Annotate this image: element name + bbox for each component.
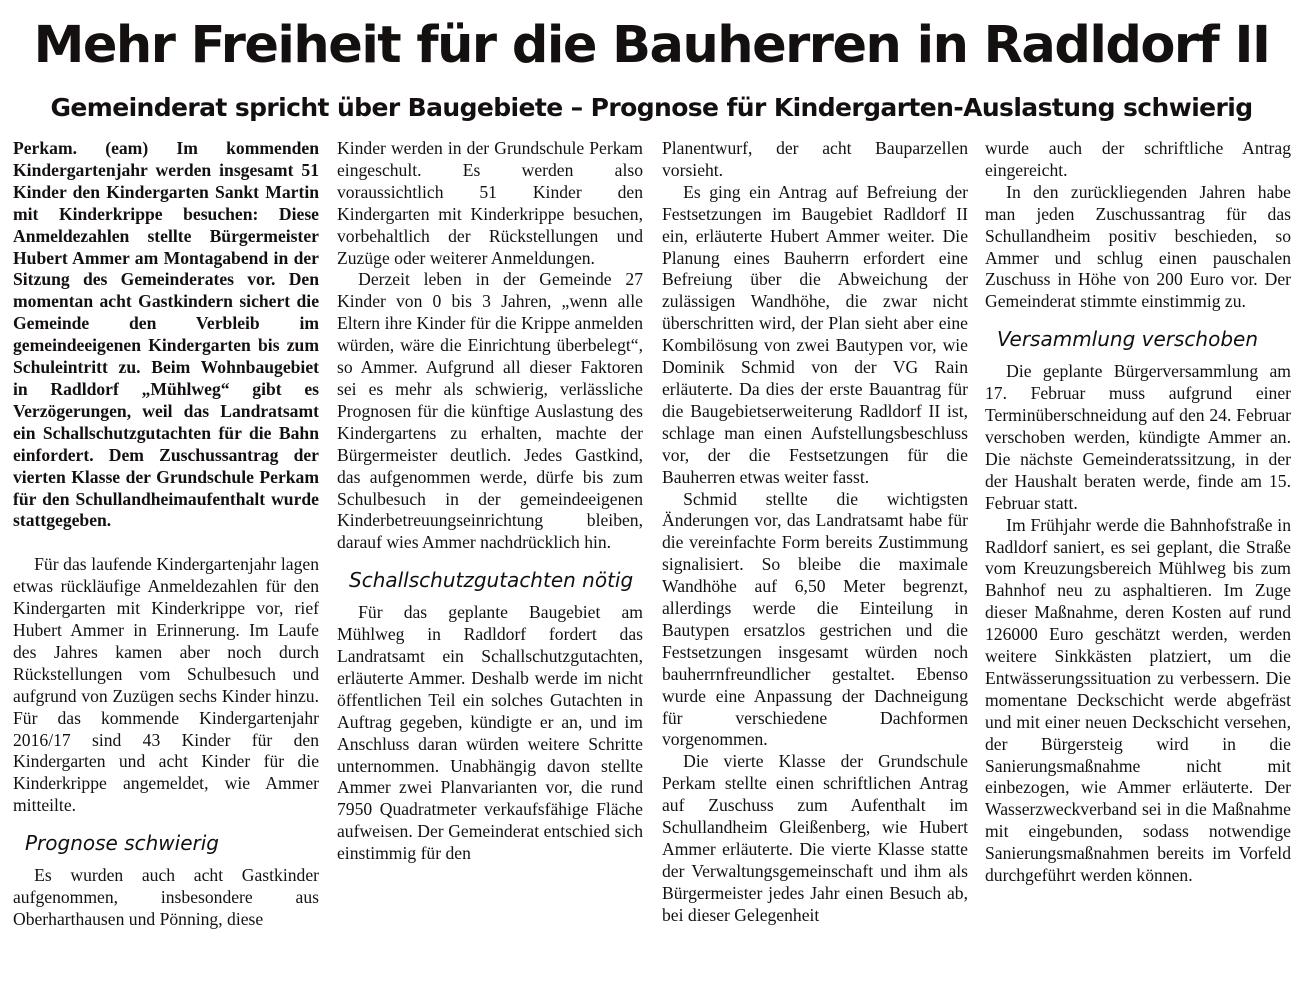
paragraph: wurde auch der schriftliche Antrag eingereicht. bbox=[985, 138, 1291, 180]
text-column-2 bbox=[337, 138, 643, 865]
paragraph: Im Frühjahr werde die Bahnhofstraße in Radldorf saniert, es sei geplant, die Straße vom Kreuzungsbereich Mühlweg bis zum Bahnhof neu zu asphaltieren. Im Zuge dieser Maßnahme, deren Kosten auf rund 126000 Euro geschätzt werden, werden weitere Sinkkästen platziert, um die Entwässerungssituation zu verbessern. Die momentane Deckschicht werde abgefräst und mit einer neuen Deckschicht versehen, der Bürgersteig wird in die Sanierungsmaßnahme nicht mit einbezogen, wie Ammer erläuterte. Der Wasserzweckverband sei in die Maßnahme mit eingebunden, sodass notwendige Sanierungsmaßnahmen bereits im Vorfeld durchgeführt werden können. bbox=[985, 514, 1291, 886]
paragraph: Schmid stellte die wichtigsten Änderungen vor, das Landratsamt habe für die vereinfachte Form bereits Zustimmung signalisiert. So bleibe die maximale Wandhöhe auf 6,50 Meter begrenzt, allerdings werde die Einteilung in Bautypen ersatzlos gestrichen und die Festsetzungen insgesamt würden noch bauherrnfreundlicher gestaltet. Ebenso wurde eine Anpassung der Dachneigung für verschiedene Dachformen vorgenommen. bbox=[662, 488, 968, 750]
lead-paragraph: Perkam. (eam) Im kommenden Kindergartenjahr werden insgesamt 51 Kinder den Kindergarten Sankt Martin mit Kinderkrippe besuchen: Diese Anmeldezahlen stellte Bürgermeister Hubert Ammer am Montagabend in der Sitzung des Gemeinderates vor. Den momentan acht Gastkindern sichert die Gemeinde den Verbleib im gemeindeeigenen Kindergarten bis zum Schuleintritt zu. Beim Wohnbaugebiet in Radldorf „Mühlweg“ gibt es Verzögerungen, weil das Landratsamt ein Schallschutzgutachten für die Bahn einfordert. Dem Zuschussantrag der vierten Klasse der Grundschule Perkam für den Schullandheimaufenthalt wurde stattgegeben. bbox=[13, 138, 319, 531]
paragraph: Für das geplante Baugebiet am Mühlweg in Radldorf fordert das Landratsamt ein Schallschutzgutachten, erläuterte Ammer. Deshalb werde im nicht öffentlichen Teil ein solches Gutachten in Auftrag gegeben, kündigte er an, und im Anschluss daran würden weitere Schritte unternommen. Unabhängig davon stellte Ammer zwei Planvarianten vor, die rund 7950 Quadratmeter verkaufsfähige Fläche aufweisen. Der Gemeinderat entschied sich einstimmig für den bbox=[337, 602, 643, 864]
paragraph: Kinder werden in der Grundschule Perkam eingeschult. Es werden also voraussichtlich 51 Kinder den Kindergarten mit Kinderkrippe besuchen, vorbehaltlich der Rückstellungen und Zuzüge oder weiterer Anmeldungen. bbox=[337, 138, 643, 268]
section-heading-schallschutz: Schallschutzgutachten nötig bbox=[349, 568, 634, 593]
section-heading-prognose: Prognose schwierig bbox=[25, 831, 219, 856]
article-subheadline: Gemeinderat spricht über Baugebiete – Prognose für Kindergarten-Auslastung schwierig bbox=[50, 93, 1253, 122]
paragraph: Derzeit leben in der Gemeinde 27 Kinder von 0 bis 3 Jahren, „wenn alle Eltern ihre Kinder für die Krippe anmelden würden, wäre die Einrichtung überbelegt“, so Ammer. Aufgrund all dieser Faktoren sei es mehr als schwierig, verlässliche Prognosen für die künftige Auslastung des Kindergartens zu erhalten, machte der Bürgermeister deutlich. Jedes Gastkind, das aufgenommen werde, dürfe bis zum Schulbesuch in der gemeindeeigenen Kinderbetreuungseinrichtung bleiben, darauf wies Ammer nachdrücklich hin. bbox=[337, 269, 643, 553]
text-column-4 bbox=[985, 138, 1291, 887]
paragraph: Planentwurf, der acht Bauparzellen vorsieht. bbox=[662, 138, 968, 180]
text-column-1 bbox=[13, 138, 319, 931]
paragraph: Es ging ein Antrag auf Befreiung der Festsetzungen im Baugebiet Radldorf II ein, erläuterte Hubert Ammer weiter. Die Planung eines Bauherrn erfordert eine Befreiung über die Abweichung der zulässigen Wandhöhe, die zwar nicht überschritten wird, der Plan sieht aber eine Kombilösung von zwei Bautypen vor, wie Dominik Schmid von der VG Rain erläuterte. Da dies der erste Bauantrag für die Baugebietserweiterung Radldorf II ist, schlage man einen Aufstellungsbeschluss vor, der die Festsetzungen für die Bauherren etwas weiter fasst. bbox=[662, 181, 968, 487]
paragraph: Für das laufende Kindergartenjahr lagen etwas rückläufige Anmeldezahlen für den Kindergarten mit Kinderkrippe vor, rief Hubert Ammer in Erinnerung. Im Laufe des Jahres kamen aber noch durch Rückstellungen vom Schulbesuch und aufgrund von Zuzügen sechs Kinder hinzu. Für das kommende Kindergartenjahr 2016/17 sind 43 Kinder für den Kindergarten und acht Kinder für die Kinderkrippe angemeldet, wie Ammer mitteilte. bbox=[13, 554, 319, 816]
paragraph: Die geplante Bürgerversammlung am 17. Februar muss aufgrund einer Terminüberschneidung auf den 24. Februar verschoben werden, kündigte Ammer an. Die nächste Gemeinderatssitzung, in der der Haushalt beraten werde, finde am 15. Februar statt. bbox=[985, 361, 1291, 513]
paragraph: In den zurückliegenden Jahren habe man jeden Zuschussantrag für das Schullandheim positiv beschieden, so Ammer und schlug einen pauschalen Zuschuss in Höhe von 200 Euro vor. Der Gemeinderat stimmte einstimmig zu. bbox=[985, 181, 1291, 312]
paragraph: Die vierte Klasse der Grundschule Perkam stellte einen schriftlichen Antrag auf Zuschuss zum Aufenthalt im Schullandheim Gleißenberg, wie Hubert Ammer erläuterte. Die vierte Klasse statte der Verwaltungsgemeinschaft und ihm als Bürgermeister jedes Jahr einen Besuch ab, bei dieser Gelegenheit bbox=[662, 751, 968, 925]
paragraph: Es wurden auch acht Gastkinder aufgenommen, insbesondere aus Oberharthausen und Pönning, diese bbox=[13, 865, 319, 929]
text-column-3 bbox=[662, 138, 968, 927]
section-heading-versammlung: Versammlung verschoben bbox=[997, 327, 1259, 352]
article-headline: Mehr Freiheit für die Bauherren in Radldorf II bbox=[33, 16, 1270, 75]
